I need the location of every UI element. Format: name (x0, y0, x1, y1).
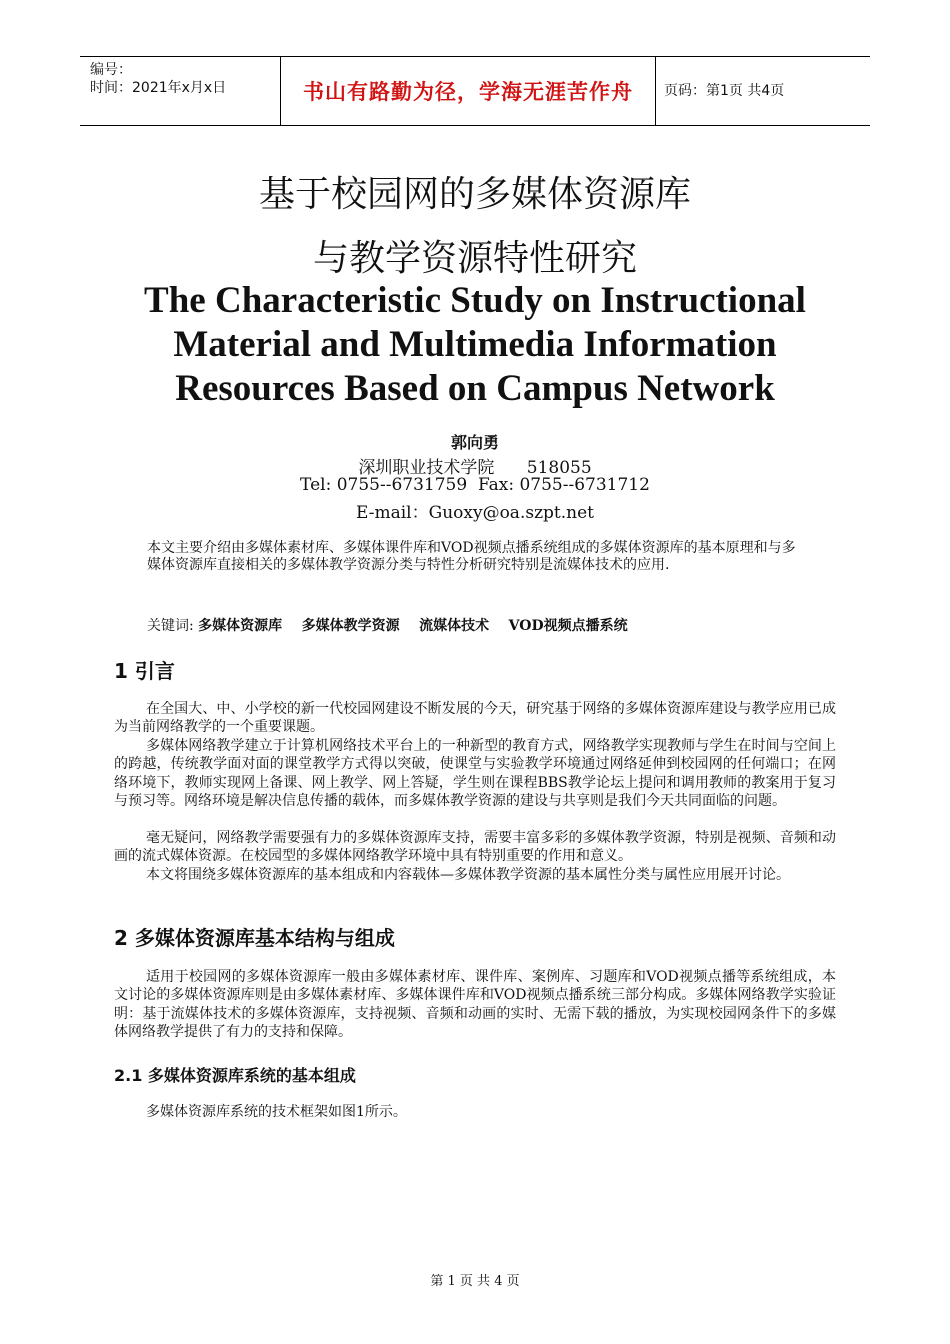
keywords (147, 615, 628, 635)
section-1-paragraph: 在全国大、中、小学校的新一代校园网建设不断发展的今天，研究基于网络的多媒体资源库建设与教学应用已成为当前网络教学的一个重要课题。 (114, 701, 836, 736)
keywords-label: 关键词: (147, 618, 199, 634)
section-2-1-heading: 2.1 多媒体资源库系统的基本组成 (114, 1066, 356, 1085)
header-motto-cell (280, 57, 656, 125)
author-name: 郭向勇 (450, 433, 499, 452)
title-cn-line2: 与教学资源特性研究 (312, 238, 637, 279)
section-1-paragraph: 本文将围绕多媒体资源库的基本组成和内容载体—多媒体教学资源的基本属性分类与属性应用展开讨论。 (146, 867, 790, 883)
author-contact: Tel: 0755--6731759 Fax: 0755--6731712 (300, 475, 650, 495)
page-header (80, 56, 870, 126)
page-info: 页码：第1页 共4页 (664, 83, 785, 99)
title-cn-line1: 基于校园网的多媒体资源库 (258, 174, 691, 215)
abstract: 本文主要介绍由多媒体素材库、多媒体课件库和VOD视频点播系统组成的多媒体资源库的基本原理和与多媒体资源库直接相关的多媒体教学资源分类与特性分析研究特别是流媒体技术的应用. (147, 540, 796, 573)
number-label: 编号： (90, 62, 132, 78)
title-en-line1: The Characteristic Study on Instructional (144, 280, 806, 321)
title-en-line3: Resources Based on Campus Network (175, 368, 775, 409)
page-footer: 第 1 页 共 4 页 (430, 1274, 520, 1289)
header-page-cell (655, 57, 870, 125)
section-1-paragraph: 毫无疑问，网络教学需要强有力的多媒体资源库支持，需要丰富多彩的多媒体教学资源，特别是视频、音频和动画的流式媒体资源。在校园型的多媒体网络教学环境中具有特别重要的作用和意义。 (114, 830, 836, 865)
author-affiliation: 深圳职业技术学院 518055 (358, 458, 592, 478)
section-1-paragraph: 多媒体网络教学建立于计算机网络技术平台上的一种新型的教育方式，网络教学实现教师与学生在时间与空间上的跨越，传统教学面对面的课堂教学方式得以突破，使课堂与实验教学环境通过网络延伸到校园网的任何端口；在网络环境下，教师实现网上备课、网上教学、网上答疑，学生则在课程BBS教学论坛上提问和调用教师的教案用于复习与预习等。网络环境是解决信息传播的载体，而多媒体教学资源的建设与共享则是我们今天共同面临的问题。 (114, 738, 836, 810)
section-2-1-paragraph: 多媒体资源库系统的技术框架如图1所示。 (146, 1104, 407, 1120)
section-2-paragraph: 适用于校园网的多媒体资源库一般由多媒体素材库、课件库、案例库、习题库和VOD视频点播等系统组成，本文讨论的多媒体资源库则是由多媒体素材库、多媒体课件库和VOD视频点播系统三部分构成。多媒体网络教学实验证明：基于流媒体技术的多媒体资源库，支持视频、音频和动画的实时、无需下载的播放，为实现校园网条件下的多媒体网络教学提供了有力的支持和保障。 (114, 969, 836, 1041)
header-meta-cell (80, 57, 280, 125)
author-email: E-mail：Guoxy@oa.szpt.net (356, 503, 594, 523)
section-1-heading: 1 引言 (114, 659, 175, 683)
time-label: 时间：2021年x月x日 (90, 80, 227, 96)
keywords-items: 多媒体资源库 多媒体教学资源 流媒体技术 VOD视频点播系统 (198, 618, 628, 634)
section-2-heading: 2 多媒体资源库基本结构与组成 (114, 926, 395, 950)
title-en-line2: Material and Multimedia Information (173, 324, 777, 365)
motto: 书山有路勤为径，学海无涯苦作舟 (303, 80, 633, 104)
